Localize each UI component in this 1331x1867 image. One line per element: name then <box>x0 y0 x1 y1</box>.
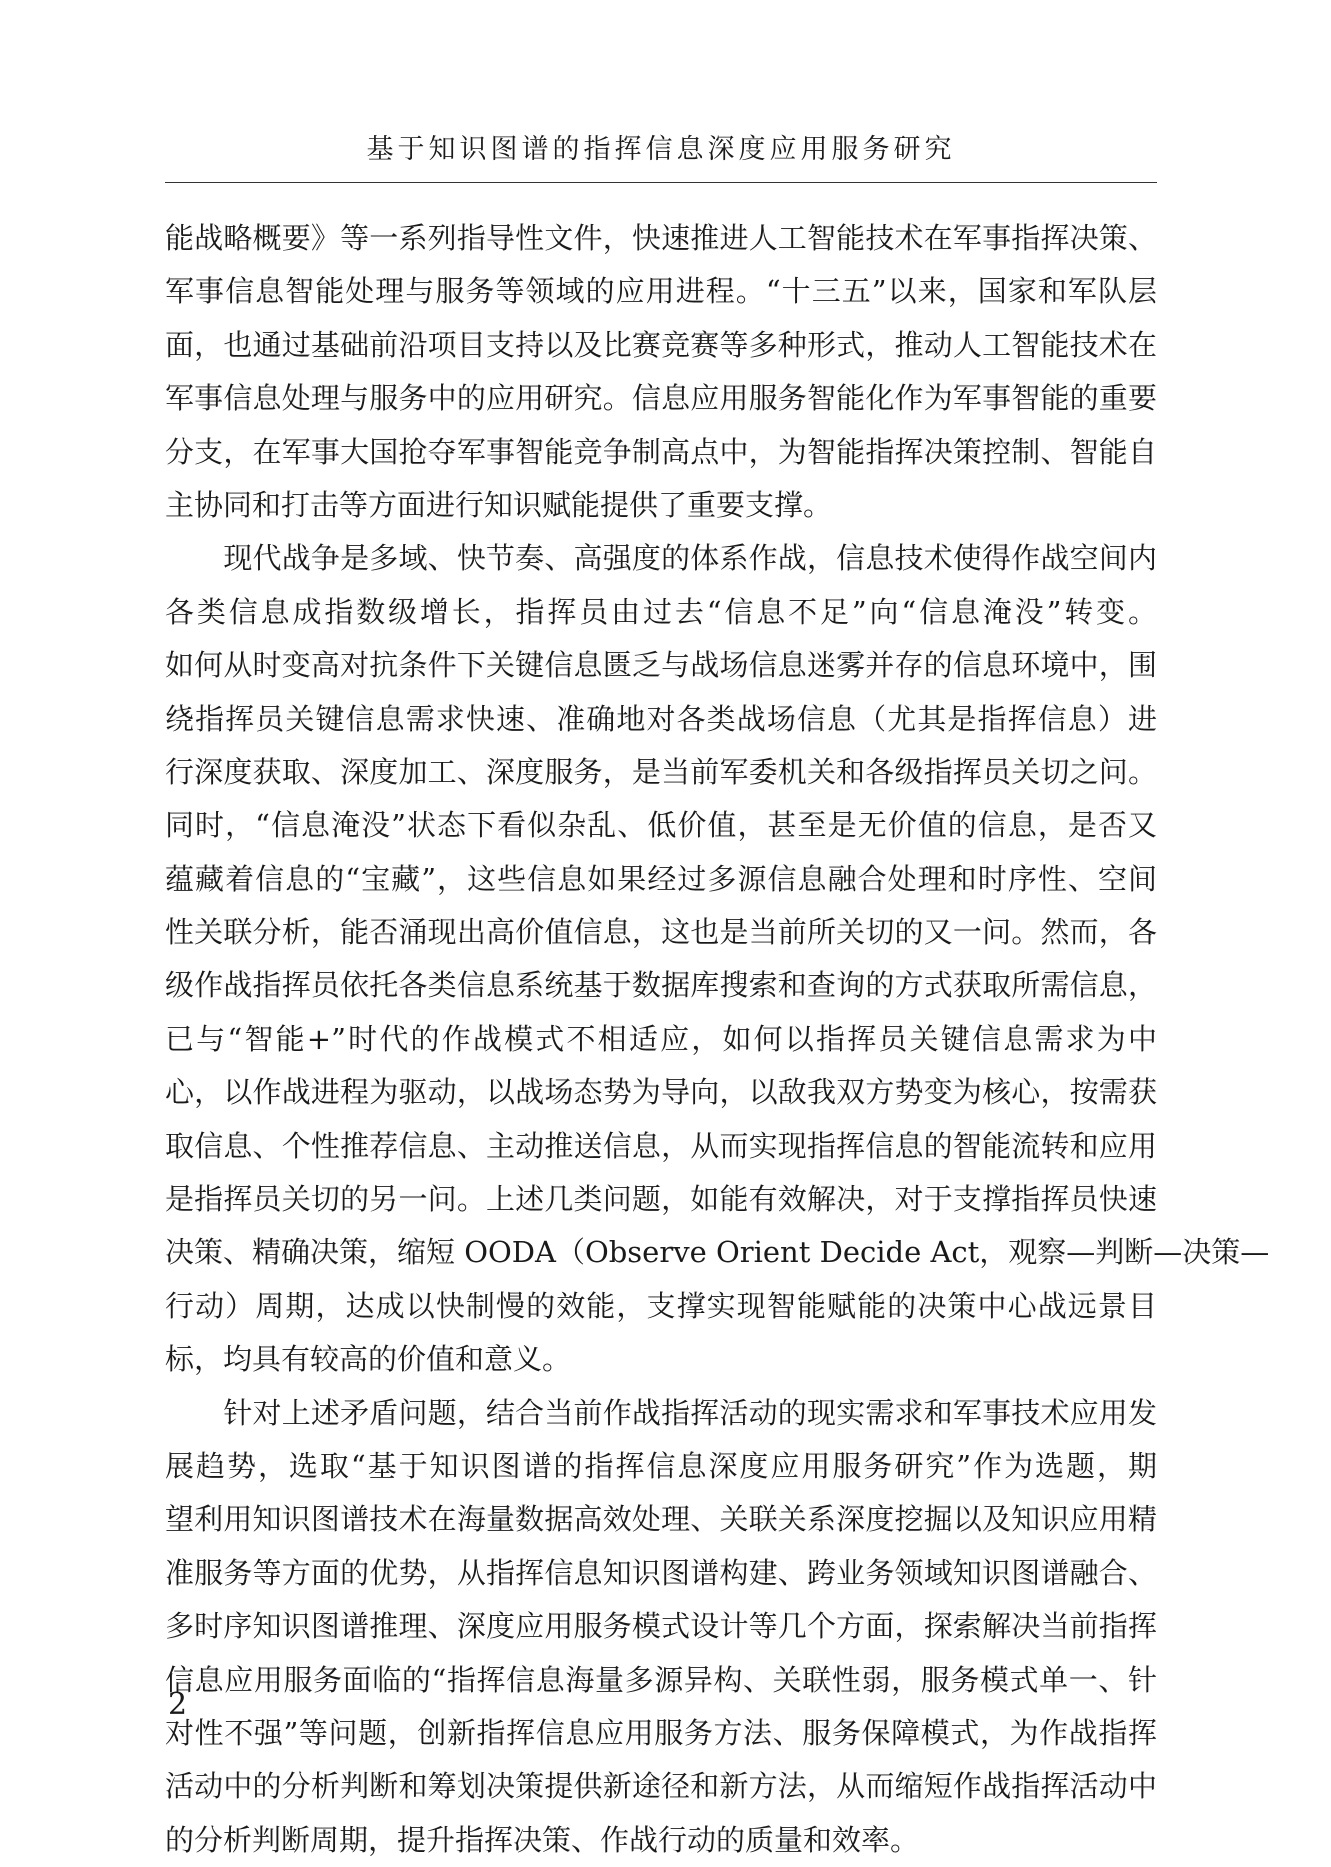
text-line: 现代战争是多域、快节奏、高强度的体系作战，信息技术使得作战空间内 <box>165 541 1157 576</box>
text-line: 能战略概要》等一系列指导性文件，快速推进人工智能技术在军事指挥决策、 <box>165 221 1157 255</box>
text-line: 展趋势，选取“基于知识图谱的指挥信息深度应用服务研究”作为选题，期 <box>165 1448 1157 1483</box>
text-line: 是指挥员关切的另一问。上述几类问题，如能有效解决，对于支撑指挥员快速 <box>165 1182 1157 1217</box>
text-line: 级作战指挥员依托各类信息系统基于数据库搜索和查询的方式获取所需信息， <box>165 968 1157 1003</box>
text-line: 望利用知识图谱技术在海量数据高效处理、关联关系深度挖掘以及知识应用精 <box>165 1502 1157 1537</box>
text-line: 的分析判断周期，提升指挥决策、作战行动的质量和效率。 <box>165 1822 920 1857</box>
text-line: 行动）周期，达成以快制慢的效能，支撑实现智能赋能的决策中心战远景目 <box>165 1288 1157 1323</box>
text-line: 标，均具有较高的价值和意义。 <box>165 1342 572 1377</box>
text-line: 军事信息处理与服务中的应用研究。信息应用服务智能化作为军事智能的重要 <box>165 381 1157 416</box>
text-line: 行深度获取、深度加工、深度服务，是当前军委机关和各级指挥员关切之问。 <box>165 754 1157 789</box>
text-line: 如何从时变高对抗条件下关键信息匮乏与战场信息迷雾并存的信息环境中，围 <box>165 648 1157 683</box>
text-line: 针对上述矛盾问题，结合当前作战指挥活动的现实需求和军事技术应用发 <box>165 1395 1157 1430</box>
running-header-title: 基于知识图谱的指挥信息深度应用服务研究 <box>366 134 956 165</box>
text-line: 性关联分析，能否涌现出高价值信息，这也是当前所关切的又一问。然而，各 <box>165 915 1157 950</box>
header-rule <box>165 182 1157 183</box>
text-line: 心，以作战进程为驱动，以战场态势为导向，以敌我双方势变为核心，按需获 <box>165 1075 1157 1110</box>
text-line: 面，也通过基础前沿项目支持以及比赛竞赛等多种形式，推动人工智能技术在 <box>165 327 1157 362</box>
text-line: 信息应用服务面临的“指挥信息海量多源异构、关联性弱，服务模式单一、针 <box>165 1662 1157 1697</box>
page-number: 2 <box>168 1687 188 1722</box>
text-line: 同时，“信息淹没”状态下看似杂乱、低价值，甚至是无价值的信息，是否又 <box>165 808 1157 843</box>
text-line: 主协同和打击等方面进行知识赋能提供了重要支撑。 <box>165 487 833 522</box>
text-line: 多时序知识图谱推理、深度应用服务模式设计等几个方面，探索解决当前指挥 <box>165 1609 1157 1644</box>
text-line: 各类信息成指数级增长，指挥员由过去“信息不足”向“信息淹没”转变。 <box>165 594 1157 629</box>
text-line: 决策、精确决策，缩短 OODA（Observe Orient Decide Act，观察—判断—决策— <box>165 1235 1270 1270</box>
text-line: 军事信息智能处理与服务等领域的应用进程。“十三五”以来，国家和军队层 <box>165 274 1157 309</box>
text-line: 绕指挥员关键信息需求快速、准确地对各类战场信息（尤其是指挥信息）进 <box>165 701 1157 736</box>
text-line: 准服务等方面的优势，从指挥信息知识图谱构建、跨业务领域知识图谱融合、 <box>165 1555 1157 1590</box>
text-line: 分支，在军事大国抢夺军事智能竞争制高点中，为智能指挥决策控制、智能自 <box>165 434 1157 469</box>
text-line: 活动中的分析判断和筹划决策提供新途径和新方法，从而缩短作战指挥活动中 <box>165 1769 1157 1804</box>
text-line: 取信息、个性推荐信息、主动推送信息，从而实现指挥信息的智能流转和应用 <box>165 1128 1157 1163</box>
body-text <box>165 212 1270 1867</box>
text-line: 已与“智能+”时代的作战模式不相适应，如何以指挥员关键信息需求为中 <box>165 1021 1157 1056</box>
text-line: 蕴藏着信息的“宝藏”，这些信息如果经过多源信息融合处理和时序性、空间 <box>165 861 1157 896</box>
text-line: 对性不强”等问题，创新指挥信息应用服务方法、服务保障模式，为作战指挥 <box>165 1715 1157 1750</box>
